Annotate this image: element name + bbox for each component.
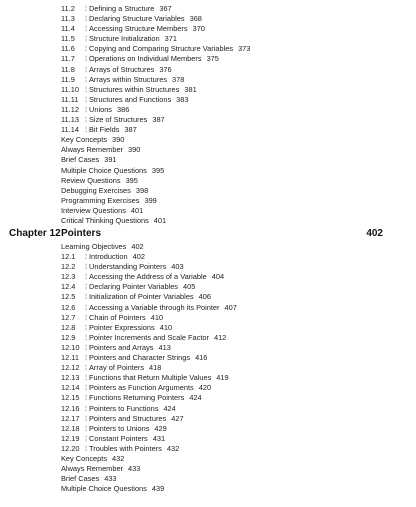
separator-bar-icon: ¦ xyxy=(85,405,87,412)
section-number: 12.1 xyxy=(61,252,76,262)
section-title: Key Concepts xyxy=(61,135,108,145)
page-number: 412 xyxy=(213,332,227,342)
separator-bar-icon: ¦ xyxy=(85,334,87,341)
page-number: 375 xyxy=(206,54,219,64)
section-number: 12.11 xyxy=(61,353,79,363)
section-number: 12.19 xyxy=(61,433,80,443)
toc-entry xyxy=(61,135,250,145)
section-number: 12.4 xyxy=(61,282,76,292)
toc-entry xyxy=(61,125,250,135)
separator-bar-icon: ¦ xyxy=(85,96,87,103)
toc-entry xyxy=(61,464,237,474)
toc-entry xyxy=(61,65,250,75)
section-number: 11.11 xyxy=(61,94,79,104)
section-title: Structure Initialization xyxy=(89,34,160,44)
toc-entry xyxy=(61,115,250,125)
toc-entry xyxy=(61,186,250,196)
section-title: Declaring Structure Variables xyxy=(89,14,185,24)
page-number: 424 xyxy=(189,393,202,403)
section-title: Learning Objectives xyxy=(61,242,127,251)
toc-entry xyxy=(61,105,250,115)
toc-entry xyxy=(61,176,250,186)
section-title: Pointers and Structures xyxy=(89,413,167,423)
section-title: Arrays of Structures xyxy=(89,64,155,74)
toc-entry xyxy=(61,353,237,363)
section-number: 11.6 xyxy=(61,44,75,54)
section-number: 12.17 xyxy=(61,413,80,423)
section-number: 12.6 xyxy=(61,302,76,312)
section-title: Pointers and Character Strings xyxy=(89,353,191,363)
page-number: 402 xyxy=(132,252,145,262)
section-title: Copying and Comparing Structure Variables xyxy=(89,44,234,54)
page-number: 433 xyxy=(128,464,141,474)
section-title: Declaring Pointer Variables xyxy=(89,282,179,292)
separator-bar-icon: ¦ xyxy=(85,415,87,422)
section-number: 12.5 xyxy=(61,292,76,302)
page-number: 401 xyxy=(130,205,144,215)
page-number: 439 xyxy=(151,484,165,494)
toc-entry xyxy=(61,95,250,105)
section-number: 11.8 xyxy=(61,64,75,74)
page-number: 416 xyxy=(195,353,208,363)
section-number: 11.3 xyxy=(61,14,75,24)
page-number: 371 xyxy=(164,34,177,44)
page-number: 367 xyxy=(159,4,172,13)
page-number: 390 xyxy=(112,135,125,145)
section-number: 11.4 xyxy=(61,24,75,34)
separator-bar-icon: ¦ xyxy=(85,56,87,63)
page-number: 432 xyxy=(112,453,125,463)
page-number: 406 xyxy=(198,292,211,302)
page-number: 429 xyxy=(154,423,167,433)
separator-bar-icon: ¦ xyxy=(85,36,87,43)
page-number: 395 xyxy=(125,175,138,185)
separator-bar-icon: ¦ xyxy=(85,435,87,442)
toc-entry xyxy=(61,454,237,464)
toc-entry xyxy=(61,44,250,54)
separator-bar-icon: ¦ xyxy=(85,445,87,452)
section-number: 11.13 xyxy=(61,115,79,125)
chapter-heading xyxy=(9,226,383,240)
section-title: Array of Pointers xyxy=(89,363,145,373)
page-number: 390 xyxy=(128,145,141,155)
page-number: 378 xyxy=(172,74,185,84)
toc-entry xyxy=(61,414,237,424)
toc-entry xyxy=(61,34,250,44)
toc-entry xyxy=(61,444,237,454)
toc-entry xyxy=(61,252,237,262)
separator-bar-icon: ¦ xyxy=(85,86,87,93)
section-number: 12.9 xyxy=(61,332,76,342)
section-number: 12.12 xyxy=(61,363,80,373)
page-number: 407 xyxy=(224,302,237,312)
section-title: Key Concepts xyxy=(61,453,108,463)
separator-bar-icon: ¦ xyxy=(85,274,87,281)
page-number: 399 xyxy=(144,195,157,205)
separator-bar-icon: ¦ xyxy=(85,385,87,392)
toc-entry xyxy=(61,424,237,434)
toc-list-chapter-12 xyxy=(61,242,237,494)
toc-entry xyxy=(61,282,237,292)
page-number: 398 xyxy=(135,185,149,195)
toc-entry xyxy=(61,292,237,302)
separator-bar-icon: ¦ xyxy=(85,16,87,23)
section-title: Pointers to Unions xyxy=(89,423,150,433)
separator-bar-icon: ¦ xyxy=(85,395,87,402)
chapter-label: Chapter 12 xyxy=(9,227,61,239)
page-number: 381 xyxy=(184,84,197,94)
section-title: Multiple Choice Questions xyxy=(61,165,147,175)
toc-entry xyxy=(61,216,250,226)
toc-entry xyxy=(61,404,237,414)
section-number: 11.5 xyxy=(61,34,75,44)
page-number: 419 xyxy=(216,373,229,383)
chapter-page: 402 xyxy=(366,227,383,239)
toc-entry xyxy=(61,242,237,252)
separator-bar-icon: ¦ xyxy=(85,284,87,291)
toc-entry xyxy=(61,303,237,313)
page-number: 368 xyxy=(189,14,202,24)
section-title: Accessing Structure Members xyxy=(89,24,188,34)
page-number: 387 xyxy=(124,125,137,135)
toc-entry xyxy=(61,166,250,176)
page-number: 383 xyxy=(176,94,189,104)
separator-bar-icon: ¦ xyxy=(85,6,87,12)
toc-entry xyxy=(61,343,237,353)
section-title: Accessing the Address of a Variable xyxy=(89,272,207,282)
toc-entry xyxy=(61,24,250,34)
section-number: 12.16 xyxy=(61,403,80,413)
page-number: 424 xyxy=(163,403,176,413)
section-number: 12.20 xyxy=(61,443,80,453)
separator-bar-icon: ¦ xyxy=(85,294,87,301)
section-title: Always Remember xyxy=(61,464,124,474)
section-title: Pointers as Function Arguments xyxy=(89,383,194,393)
section-title: Structures within Structures xyxy=(89,84,180,94)
separator-bar-icon: ¦ xyxy=(85,264,87,271)
page-number: 427 xyxy=(171,413,184,423)
section-title: Accessing a Variable through its Pointer xyxy=(89,302,220,312)
page-number: 404 xyxy=(211,272,225,282)
page-number: 410 xyxy=(159,322,173,332)
section-title: Pointers to Functions xyxy=(89,403,159,413)
section-title: Brief Cases xyxy=(61,155,100,165)
section-number: 12.13 xyxy=(61,373,80,383)
toc-entry xyxy=(61,434,237,444)
toc-entry xyxy=(61,54,250,64)
section-title: Multiple Choice Questions xyxy=(61,484,147,494)
section-number: 12.18 xyxy=(61,423,80,433)
separator-bar-icon: ¦ xyxy=(85,66,87,73)
section-number: 11.2 xyxy=(61,4,75,13)
section-number: 12.7 xyxy=(61,312,76,322)
toc-entry xyxy=(61,262,237,272)
section-title: Always Remember xyxy=(61,145,124,155)
separator-bar-icon: ¦ xyxy=(85,304,87,311)
section-title: Operations on Individual Members xyxy=(89,54,202,64)
page-number: 402 xyxy=(131,242,144,251)
page-number: 386 xyxy=(117,104,130,114)
section-title: Initialization of Pointer Variables xyxy=(89,292,194,302)
separator-bar-icon: ¦ xyxy=(85,365,87,372)
separator-bar-icon: ¦ xyxy=(85,425,87,432)
section-title: Constant Pointers xyxy=(89,433,148,443)
separator-bar-icon: ¦ xyxy=(85,355,87,362)
toc-entry xyxy=(61,145,250,155)
section-title: Review Questions xyxy=(61,175,121,185)
page-number: 413 xyxy=(158,342,171,352)
toc-entry xyxy=(61,393,237,403)
toc-list-chapter-11 xyxy=(61,4,250,226)
section-number: 12.8 xyxy=(61,322,76,332)
page-number: 418 xyxy=(149,363,162,373)
separator-bar-icon: ¦ xyxy=(85,375,87,382)
section-number: 11.9 xyxy=(61,74,75,84)
separator-bar-icon: ¦ xyxy=(85,46,87,53)
toc-entry xyxy=(61,14,250,24)
page-number: 403 xyxy=(171,262,184,272)
section-title: Defining a Structure xyxy=(89,4,155,13)
chapter-title: Pointers xyxy=(61,227,102,239)
page-number: 420 xyxy=(198,383,212,393)
separator-bar-icon: ¦ xyxy=(85,106,87,113)
page-number: 376 xyxy=(159,64,172,74)
page-number: 405 xyxy=(183,282,196,292)
toc-entry xyxy=(61,272,237,282)
section-number: 12.15 xyxy=(61,393,80,403)
toc-entry xyxy=(61,333,237,343)
page-number: 432 xyxy=(166,443,180,453)
toc-entry xyxy=(61,313,237,323)
toc-entry xyxy=(61,484,237,494)
page-number: 370 xyxy=(192,24,205,34)
toc-entry xyxy=(61,196,250,206)
separator-bar-icon: ¦ xyxy=(85,314,87,321)
section-title: Programming Exercises xyxy=(61,195,140,205)
section-number: 12.14 xyxy=(61,383,80,393)
page-number: 401 xyxy=(153,215,167,225)
section-title: Size of Structures xyxy=(89,115,148,125)
section-number: 11.12 xyxy=(61,104,79,114)
section-number: 12.2 xyxy=(61,262,76,272)
toc-entry xyxy=(61,4,250,14)
page-number: 433 xyxy=(104,474,117,484)
section-number: 11.10 xyxy=(61,84,79,94)
separator-bar-icon: ¦ xyxy=(85,324,87,331)
page-number: 387 xyxy=(152,115,165,125)
section-title: Pointer Increments and Scale Factor xyxy=(89,332,209,342)
section-title: Pointer Expressions xyxy=(89,322,155,332)
section-number: 12.3 xyxy=(61,272,76,282)
toc-entry xyxy=(61,155,250,165)
section-title: Bit Fields xyxy=(89,125,120,135)
toc-entry xyxy=(61,85,250,95)
page-number: 391 xyxy=(104,155,117,165)
section-title: Brief Cases xyxy=(61,474,100,484)
separator-bar-icon: ¦ xyxy=(85,117,87,124)
toc-entry xyxy=(61,323,237,333)
separator-bar-icon: ¦ xyxy=(85,254,87,261)
separator-bar-icon: ¦ xyxy=(85,76,87,83)
section-number: 11.14 xyxy=(61,125,79,135)
toc-entry xyxy=(61,75,250,85)
section-number: 11.7 xyxy=(61,54,75,64)
section-title: Arrays within Structures xyxy=(89,74,168,84)
toc-entry xyxy=(61,373,237,383)
section-title: Introduction xyxy=(89,252,128,262)
separator-bar-icon: ¦ xyxy=(85,26,87,33)
toc-entry xyxy=(61,474,237,484)
toc-entry xyxy=(61,363,237,373)
page-number: 431 xyxy=(152,433,166,443)
toc-entry xyxy=(61,206,250,216)
section-title: Functions that Return Multiple Values xyxy=(89,373,212,383)
section-title: Critical Thinking Questions xyxy=(61,215,149,225)
section-title: Functions Returning Pointers xyxy=(89,393,185,403)
page-number: 373 xyxy=(238,44,251,54)
page-number: 395 xyxy=(151,165,165,175)
section-title: Unions xyxy=(89,104,113,114)
section-title: Pointers and Arrays xyxy=(89,342,154,352)
toc-entry xyxy=(61,383,237,393)
section-number: 12.10 xyxy=(61,342,80,352)
section-title: Troubles with Pointers xyxy=(89,443,162,453)
section-title: Understanding Pointers xyxy=(89,262,167,272)
page-number: 410 xyxy=(150,312,164,322)
section-title: Debugging Exercises xyxy=(61,185,131,195)
section-title: Chain of Pointers xyxy=(89,312,146,322)
section-title: Structures and Functions xyxy=(89,94,172,104)
section-title: Interview Questions xyxy=(61,205,126,215)
separator-bar-icon: ¦ xyxy=(85,127,87,134)
separator-bar-icon: ¦ xyxy=(85,344,87,351)
